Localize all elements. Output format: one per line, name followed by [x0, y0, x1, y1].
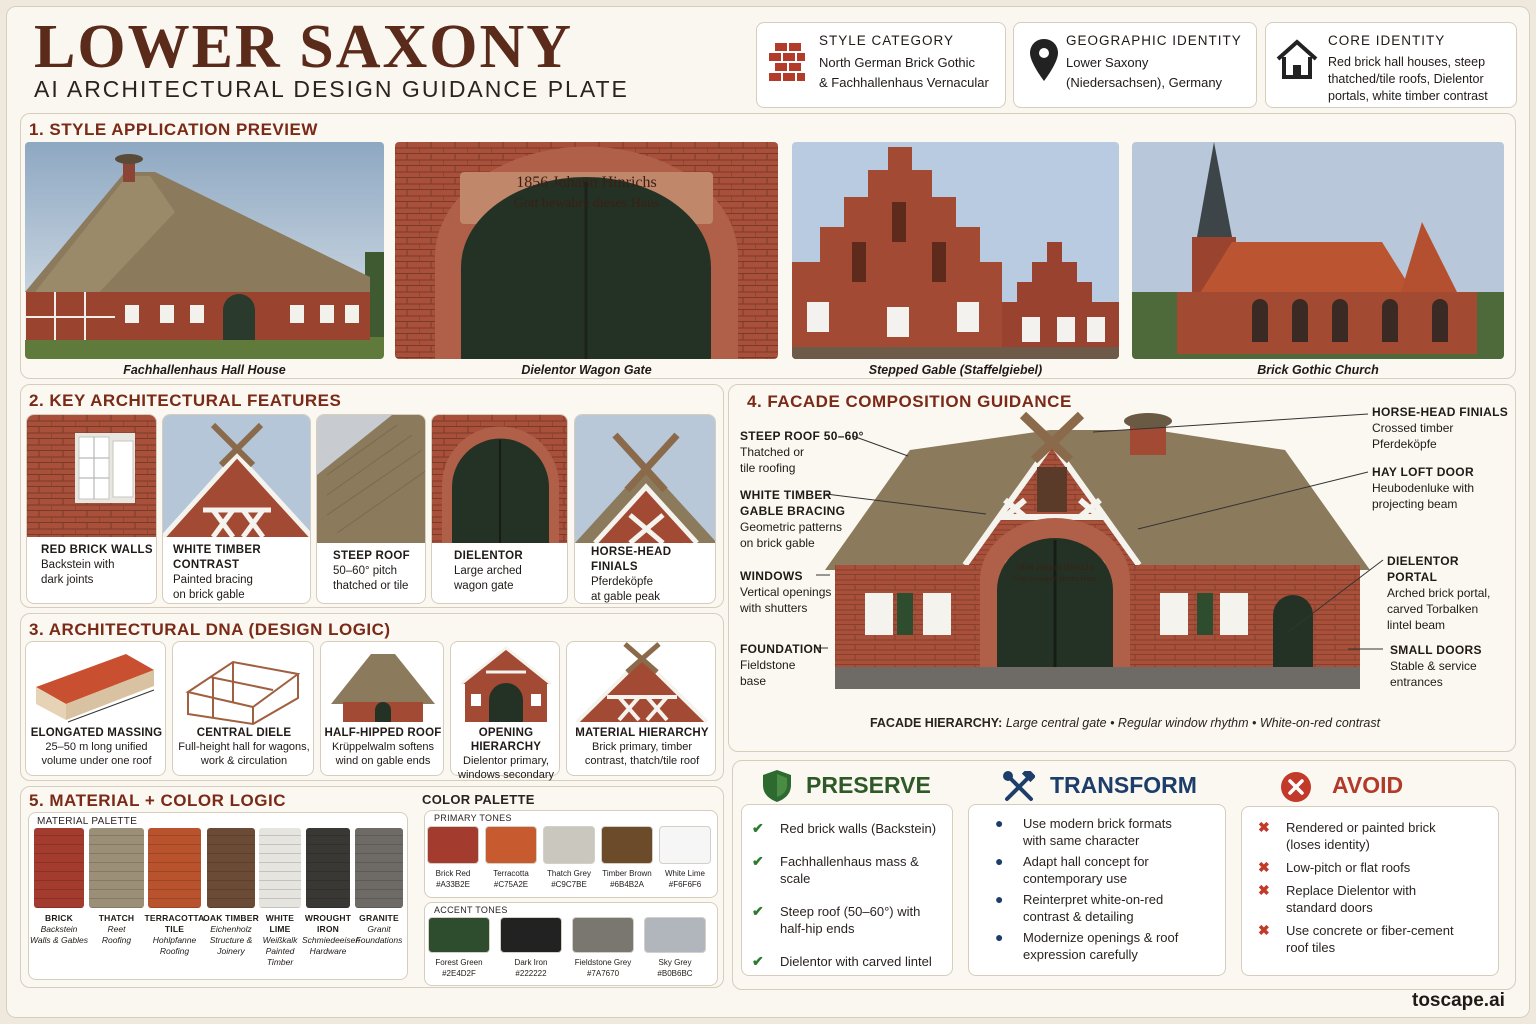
annotation-steep-roof: STEEP ROOF 50–60° Thatched or tile roofing [740, 429, 864, 475]
dna1-heading: ELONGATED MASSING [30, 727, 163, 739]
feature-dielentor [431, 414, 568, 604]
x-icon: ✖ [1258, 819, 1270, 835]
feature2-heading2: CONTRAST [173, 559, 240, 571]
map-pin-icon [1030, 39, 1058, 81]
avoid-item: ✖ Rendered or painted brick (loses identity) [1258, 819, 1436, 852]
caption-stepped-gable: Stepped Gable (Staffelgiebel) [868, 363, 1043, 377]
wagon-gate-image [395, 142, 778, 359]
feature3-text1: 50–60° pitch [333, 565, 398, 577]
color-swatch-sky-grey: Sky Grey #B0B6BC [644, 917, 706, 979]
preserve-list [752, 820, 948, 986]
gate-inscription-line1: 1856 Johann Hinrichs [516, 174, 657, 191]
hierarchy-label: FACADE HIERARCHY: [869, 716, 1003, 730]
dna3-text2: wind on gable ends [335, 755, 431, 767]
material-swatch-granite [355, 828, 403, 908]
page-subtitle: AI ARCHITECTURAL DESIGN GUIDANCE PLATE [34, 76, 629, 102]
caption-brick-church: Brick Gothic Church [1257, 363, 1379, 377]
color-palette-title: COLOR PALETTE [422, 792, 535, 807]
feature1-text1: Backstein with [41, 559, 115, 571]
preserve-title: PRESERVE [806, 772, 931, 798]
dna1-text1: 25–50 m long unified [45, 741, 148, 753]
material-swatch-terracotta-tile [148, 828, 201, 908]
bullet-icon: ● [995, 891, 1004, 907]
check-icon: ✔ [752, 953, 764, 969]
avoid-item: ✖ Replace Dielentor with standard doors [1258, 882, 1417, 915]
facade-inscription-line1: 1856 Johann Hinrichs [1015, 562, 1095, 572]
dna-half-hipped-roof [320, 641, 444, 776]
brick-wall-icon [769, 43, 805, 87]
annotation-dielentor-portal: DIELENTOR PORTAL Arched brick portal, carved Torbalken lintel beam [1387, 554, 1491, 632]
feature4-text2: wagon gate [454, 580, 514, 592]
stepped-gable-image [792, 142, 1119, 359]
color-swatch-forest-green: Forest Green #2E4D2F [428, 917, 490, 979]
feature3-text2: thatched or tile [333, 580, 409, 592]
hammer-wrench-icon [1003, 771, 1035, 803]
feature2-text1: Painted bracing [173, 574, 253, 586]
feature4-text1: Large arched [454, 565, 522, 577]
geographic-identity-heading: GEOGRAPHIC IDENTITY [1066, 33, 1242, 48]
hall-house-image [25, 142, 384, 359]
x-icon: ✖ [1258, 922, 1270, 938]
core-identity-line2: thatched/tile roofs, Dielentor [1328, 72, 1484, 86]
feature2-heading1: WHITE TIMBER [173, 544, 261, 556]
feature1-text2: dark joints [41, 574, 94, 586]
color-swatch-terracotta: Terracotta #C75A2E [485, 826, 537, 890]
feature1-heading: RED BRICK WALLS [41, 544, 153, 556]
material-caption: WHITE LIME Weißkalk Painted Timber [262, 913, 298, 967]
section5-title: 5. MATERIAL + COLOR LOGIC [29, 791, 286, 810]
check-icon: ✔ [752, 820, 764, 836]
section2-title: 2. KEY ARCHITECTURAL FEATURES [29, 391, 342, 410]
caption-hall-house: Fachhallenhaus Hall House [123, 363, 286, 377]
brick-church-image [1132, 142, 1504, 359]
material-swatch-thatch [89, 828, 144, 908]
feature5-text2: at gable peak [591, 591, 661, 603]
style-category-card [756, 22, 1006, 108]
x-icon: ✖ [1258, 882, 1270, 898]
geographic-identity-card [1013, 22, 1257, 108]
dna-elongated-massing [25, 641, 166, 776]
bullet-icon: ● [995, 853, 1004, 869]
color-swatch-fieldstone-grey: Fieldstone Grey #7A7670 [572, 917, 634, 979]
material-swatch-white-lime [259, 828, 301, 908]
section4-title: 4. FACADE COMPOSITION GUIDANCE [747, 392, 1072, 411]
caption-wagon-gate: Dielentor Wagon Gate [521, 363, 652, 377]
bullet-icon: ● [995, 815, 1004, 831]
annotation-horse-head: HORSE-HEAD FINIALS Crossed timber Pferdeköpfe [1372, 405, 1509, 451]
style-category-line2: & Fachhallenhaus Vernacular [819, 75, 989, 90]
check-icon: ✔ [752, 903, 764, 919]
brand-footer: toscape.ai [1412, 990, 1505, 1011]
dna5-text2: contrast, thatch/tile roof [584, 755, 700, 767]
annotation-white-timber: WHITE TIMBER GABLE BRACING Geometric patterns on brick gable [740, 488, 846, 550]
feature4-heading: DIELENTOR [454, 550, 523, 562]
feature5-heading2: FINIALS [591, 561, 638, 573]
material-swatch-brick [34, 828, 84, 908]
geographic-identity-line1: Lower Saxony [1066, 55, 1149, 70]
material-caption: OAK TIMBER Eichenholz Structure & Joinery [203, 913, 259, 956]
section1-title: 1. STYLE APPLICATION PREVIEW [29, 120, 318, 139]
material-palette-label: MATERIAL PALETTE [37, 816, 138, 827]
x-icon: ✖ [1258, 859, 1270, 875]
dna5-text1: Brick primary, timber [591, 741, 693, 753]
core-identity-card [1265, 22, 1517, 108]
x-circle-icon [1281, 772, 1311, 802]
transform-item: ● Adapt hall concept for contemporary use [995, 853, 1149, 886]
dna-central-diele [172, 641, 314, 776]
color-swatch-brick-red: Brick Red #A33B2E [427, 826, 479, 890]
material-caption: WROUGHT IRON Schmiedeeisen Hardware [302, 913, 361, 956]
annotation-windows: WINDOWS Vertical openings with shutters [740, 569, 832, 615]
dna4-text1: Dielentor primary, [463, 755, 549, 767]
dna-material-hierarchy [566, 641, 716, 776]
primary-tones-label: PRIMARY TONES [434, 813, 512, 823]
dna-opening-hierarchy [450, 641, 560, 781]
feature5-heading1: HORSE-HEAD [591, 546, 672, 558]
section3-title: 3. ARCHITECTURAL DNA (DESIGN LOGIC) [29, 620, 391, 639]
material-caption: BRICK Backstein Walls & Gables [30, 913, 88, 945]
annotation-hay-loft: HAY LOFT DOOR Heubodenluke with projecting beam [1372, 465, 1475, 511]
style-category-line1: North German Brick Gothic [819, 55, 976, 70]
transform-list [995, 815, 1223, 967]
color-swatch-timber-brown: Timber Brown #6B4B2A [601, 826, 653, 890]
preserve-item: ✔ Fachhallenhaus mass & scale [752, 853, 919, 886]
material-swatch-wrought-iron [306, 828, 350, 908]
dna4-text2: windows secondary [458, 769, 554, 781]
gate-inscription-line2: Gott bewahre dieses Haus [513, 196, 660, 211]
avoid-title: AVOID [1332, 772, 1404, 798]
dna1-text2: volume under one roof [41, 755, 152, 767]
feature-horse-head [574, 414, 716, 604]
facade-hierarchy [740, 716, 1510, 730]
material-caption: THATCH Reet Roofing [98, 913, 135, 945]
core-identity-line3: portals, white timber contrast [1328, 89, 1488, 103]
preserve-item: ✔ Red brick walls (Backstein) [752, 820, 937, 836]
facade-inscription-line2: Gott bewahre dieses Haus [1013, 574, 1097, 583]
hierarchy-text: Large central gate • Regular window rhythm • White-on-red contrast [1005, 716, 1381, 730]
bullet-icon: ● [995, 929, 1004, 945]
annotation-foundation: FOUNDATION Fieldstone base [740, 642, 823, 688]
color-swatch-thatch-grey: Thatch Grey #C9C7BE [543, 826, 595, 890]
feature-steep-roof [316, 414, 426, 604]
dna5-heading: MATERIAL HIERARCHY [575, 727, 709, 739]
feature-brick-walls [26, 414, 157, 604]
avoid-item: ✖ Low-pitch or flat roofs [1258, 859, 1411, 875]
feature5-text1: Pferdeköpfe [591, 576, 654, 588]
material-caption: TERRACOTTA TILE Hohlpfanne Roofing [144, 913, 205, 956]
avoid-list [1258, 819, 1494, 962]
core-identity-line1: Red brick hall houses, steep [1328, 55, 1486, 69]
material-swatch-oak-timber [207, 828, 255, 908]
transform-item: ● Reinterpret white-on-red contrast & detailing [995, 891, 1164, 924]
transform-item: ● Use modern brick formats with same character [995, 815, 1172, 848]
dna2-text1: Full-height hall for wagons, [178, 741, 310, 753]
check-icon: ✔ [752, 853, 764, 869]
core-identity-heading: CORE IDENTITY [1328, 33, 1446, 48]
preserve-item: ✔ Dielentor with carved lintel [752, 953, 932, 969]
color-swatch-dark-iron: Dark Iron #222222 [500, 917, 562, 979]
transform-title: TRANSFORM [1050, 772, 1197, 798]
dna2-heading: CENTRAL DIELE [196, 727, 292, 739]
geographic-identity-line2: (Niedersachsen), Germany [1066, 75, 1223, 90]
accent-tones-label: ACCENT TONES [434, 905, 508, 915]
feature2-text2: on brick gable [173, 589, 245, 601]
page-title: LOWER SAXONY [34, 13, 574, 81]
dna4-heading: OPENING HIERARCHY [470, 727, 542, 753]
style-category-heading: STYLE CATEGORY [819, 33, 955, 48]
feature3-heading: STEEP ROOF [333, 550, 410, 562]
dna3-heading: HALF-HIPPED ROOF [324, 727, 442, 739]
material-caption: GRANITE Granit Foundations [355, 913, 403, 945]
shield-icon [763, 770, 791, 802]
feature-white-timber [162, 414, 311, 604]
house-icon [1276, 39, 1318, 79]
transform-item: ● Modernize openings & roof expression carefully [995, 929, 1179, 962]
dna2-text2: work & circulation [200, 755, 288, 767]
color-swatch-white-lime: White Lime #F6F6F6 [659, 826, 711, 890]
preserve-item: ✔ Steep roof (50–60°) with half-hip ends [752, 903, 921, 936]
annotation-small-doors: SMALL DOORS Stable & service entrances [1390, 643, 1482, 689]
dna3-text1: Krüppelwalm softens [331, 741, 435, 753]
avoid-item: ✖ Use concrete or fiber-cement roof tiles [1258, 922, 1454, 955]
